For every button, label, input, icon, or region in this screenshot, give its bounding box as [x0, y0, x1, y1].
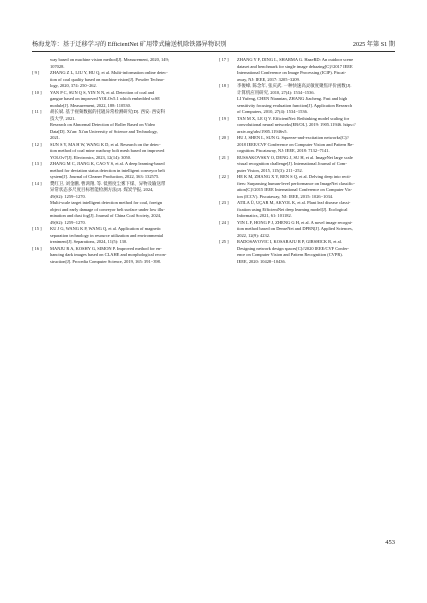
reference-number: [ 12 ]: [32, 141, 42, 147]
reference-number: [ 24 ]: [219, 219, 229, 225]
reference-text: RADOSAVOVIC I, KOSARAJU R P, GIRSHICK R, et al. Designing network design spaces[C]//2020 IEEE/CVF Confer- ence on Computer Vision and Pattern Recognition (CVPR). IEEE, 2020: 10428−10436.: [237, 239, 349, 264]
reference-text: 樊红卫, 刘金鹏, 曹鸿翔, 等. 低照度尘雾下煤、异物及输送带 异常状态多尺度目标智能检测方法[J]. 煤炭学报, 2024, 49(S2): 1259−1270. Multi-scale target intelligent detection method for coal, foreign object and early damage of conveyor belt surface under low illu- mination and dust fog[J]. Journal of China Coal Society, 2024, 49(S2): 1259−1270.: [50, 180, 166, 225]
reference-text: YIN L F, HONG P J, ZHENG G H, et al. A novel image recogni- tion method based on DenseNet and DPRN[J]. Applied Sciences, 2022, 12(9): 4232.: [237, 219, 353, 238]
reference-entry: [32, 246, 208, 266]
issue-label: 2025 年第 S1 期: [352, 41, 395, 48]
reference-text: RUSSAKOVSKY O, DENG J, SU H, et al. ImageNet large scale visual recognition challenge[J]. International Journal of Com- puter Vision, 2015, 115(3): 211−252.: [237, 154, 353, 173]
running-title: 杨海龙等：基于迁移学习的 EfficientNet 矿用带式输送机除铁器异物识别: [32, 41, 227, 48]
reference-number: [ 15 ]: [32, 226, 42, 231]
page-number: 453: [385, 539, 395, 546]
reference-text: ZHANG Y F, DING L, SHARMA G. HazeRD: An outdoor scene dataset and benchmark for single image dehazing[C]//2017 IEEE International Conference on Image Processing (ICIP). Piscat- away, NJ: IEEE, 2017: 3205−3209.: [237, 57, 354, 82]
reference-number: [ 18 ]: [219, 83, 229, 88]
reference-number: [ 21 ]: [219, 154, 229, 160]
reference-text: HU J, SHEN L, SUN G. Squeeze-and-excitation networks[C]// 2018 IEEE/CVF Conference on Computer Vision and Pattern Re- cognition. Piscataway, NJ: IEEE, 2018: 7132−7141.: [237, 135, 354, 153]
reference-text: TAN M X, LE Q V. EfficientNet: Rethinking model scaling for convolutional neural networks[EB/OL]. 2019: 1905.11946. https:// arxiv.org/abs/1905.11946v5.: [237, 115, 356, 134]
reference-number: [ 13 ]: [32, 161, 42, 166]
reference-number: [ 11 ]: [32, 109, 42, 114]
reference-text: KU J G, WANG K P, WANG Q, et al. Application of magnetic separation technology in resource utilization and environmental treatment[J]. Separations, 2024, 11(5): 130.: [50, 226, 164, 244]
reference-column-right: [219, 57, 395, 265]
reference-number: [ 25 ]: [219, 239, 229, 244]
reference-text: 李俊峰, 陈念年, 张庆武. 一种快速高灵敏度聚焦评价函数[J]. 计算机应用研究, 2010, 27(4): 1534−1536. LI Yufeng, CHEN Niannian, ZHANG Jiacheng. Fast and high sensitivity focusing evaluation function[J]. Application Research of Computers, 2010, 27(4): 1534−1536.: [237, 83, 353, 114]
reference-text: ZHANG M C, JIANG K, CAO Y S, et al. A deep learning-based method for deviation status detection in intelligent conveyor belt system[J]. Journal of Cleaner Production, 2022, 363: 132575.: [50, 161, 165, 179]
reference-text: ATILA Ü, UÇAR M, AKYOL K, et al. Plant leaf disease classi- fication using EfficientNet deep learning model[J]. Ecological Informatics, 2021, 61: 101182.: [237, 200, 351, 218]
reference-text: way based on machine vision method[J]. Measurement, 2020, 149; 107028.: [50, 57, 169, 69]
reference-text: MANJU R A, KOSHY G, SIMON P. Improved method for en- hancing dark images based on CLAHE and morphological recon- struction[J]. Procedia Computer Science, 2019, 165: 391−398.: [50, 245, 167, 264]
reference-text: SUN S Y, MA H W, WANG K D, et al. Research on the detec- tion method of coal mine roadway bolt mesh based on improved YOLOv7[J]. Electronics, 2023, 12(14): 3050.: [50, 141, 165, 160]
reference-entry: [32, 181, 208, 227]
reference-entry: [32, 57, 208, 70]
reference-number: [ 22 ]: [219, 174, 229, 179]
reference-entry: [219, 57, 395, 83]
reference-entry: [219, 174, 395, 200]
reference-entry: [219, 200, 395, 220]
reference-entry: [219, 239, 395, 265]
reference-entry: [32, 70, 208, 90]
page-header: [32, 40, 395, 52]
reference-entry: [32, 142, 208, 162]
reference-entry: [32, 109, 208, 142]
reference-number: [ 16 ]: [32, 245, 42, 251]
reference-entry: [32, 226, 208, 246]
reference-number: [ 19 ]: [219, 115, 229, 121]
reference-number: [ 20 ]: [219, 135, 229, 140]
reference-text: YAN P C, SUN Q S, YIN N N, et al. Detection of coal and gangue based on improved YOLOv5.1 which embedded scSE module[J]. Measurement, 2022, 188: 110530.: [50, 89, 161, 108]
reference-entry: [219, 116, 395, 136]
reference-entry: [219, 83, 395, 116]
reference-column-left: [32, 57, 208, 265]
reference-entry: [32, 161, 208, 181]
reference-entry: [219, 135, 395, 155]
reference-entry: [219, 220, 395, 240]
reference-number: [ 17 ]: [219, 57, 229, 62]
reference-text: 胡长斌. 基于视频数据的托辊异常检测研究[D]. 西安: 西安科 技大学, 2021. Research on Abnormal Detection of Roller Based on Video Data[D]. Xi'an: Xi'an University of Science and Technology, 2021.: [50, 109, 166, 140]
reference-number: [ 9 ]: [32, 70, 40, 75]
reference-entry: [219, 155, 395, 175]
reference-text: ZHANG Z L, LIU Y, HU Q, et al. Multi-information online detec- tion of coal quality based on machine vision[J]. Powder Techno- logy, 2020, 374: 250−262.: [50, 70, 168, 88]
reference-number: [ 10 ]: [32, 89, 42, 95]
reference-entry: [32, 90, 208, 110]
reference-text: HE K M, ZHANG X Y, REN S Q, et al. Delving deep into recti- fiers: Surpassing human-level performance on ImageNet classific- ation[C]//2015 IEEE International Conference on Computer Vis- ion (ICCV). Piscataway, NJ: IEEE, 2015: 1026−1034.: [237, 174, 355, 199]
reference-number: [ 23 ]: [219, 200, 229, 205]
reference-number: [ 14 ]: [32, 180, 42, 186]
